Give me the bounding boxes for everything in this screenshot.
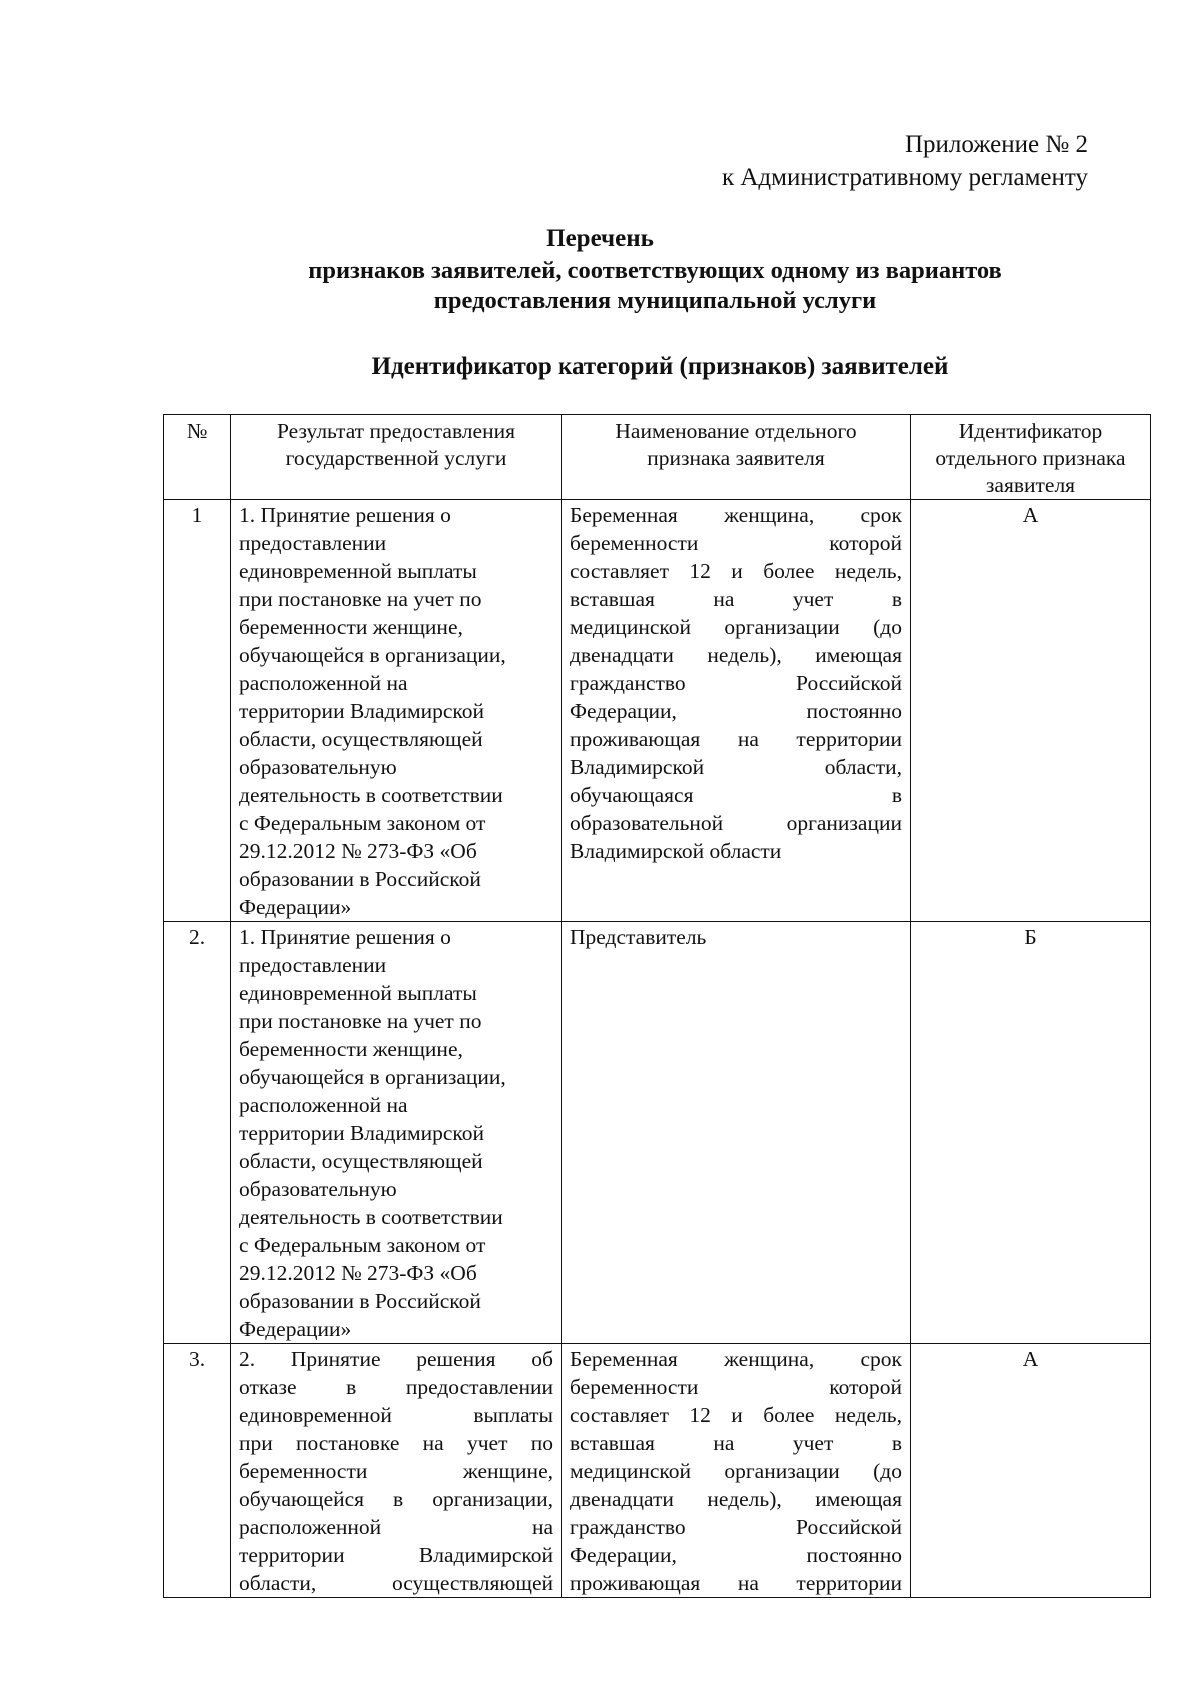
row-identifier: А bbox=[911, 1344, 1151, 1598]
identifier-heading: Идентификатор категорий (признаков) заявителей bbox=[371, 353, 949, 380]
result-line: образовательную bbox=[239, 1177, 397, 1201]
document-subtitle bbox=[55, 256, 1200, 316]
result-line: единовременной выплаты bbox=[239, 981, 477, 1005]
row-result bbox=[231, 500, 562, 922]
attribute-line: беременности которой bbox=[570, 531, 902, 555]
result-line: при постановке на учет по bbox=[239, 1431, 553, 1455]
attribute-line: гражданство Российской bbox=[570, 1515, 902, 1539]
row-number: 2. bbox=[164, 922, 231, 1344]
result-line: предоставлении bbox=[239, 531, 387, 555]
attribute-line: Владимирской области, bbox=[570, 755, 902, 779]
result-line: территории Владимирской bbox=[239, 1543, 553, 1567]
header-attribute-name bbox=[562, 415, 911, 500]
attribute-line: образовательной организации bbox=[570, 811, 902, 835]
result-line: образовании в Российской bbox=[239, 1289, 481, 1313]
result-line: при постановке на учет по bbox=[239, 1009, 482, 1033]
result-line: беременности женщине, bbox=[239, 1037, 463, 1061]
attribute-line: составляет 12 и более недель, bbox=[570, 1403, 902, 1427]
header-identifier-line: заявителя bbox=[985, 473, 1076, 497]
attribute-line: вставшая на учет в bbox=[570, 587, 902, 611]
result-line: области, осуществляющей bbox=[239, 727, 483, 751]
header-attribute-line: признака заявителя bbox=[647, 446, 825, 470]
row-identifier: А bbox=[911, 500, 1151, 922]
appendix-number: Приложение № 2 bbox=[904, 131, 1088, 158]
result-line: расположенной на bbox=[239, 671, 408, 695]
table-row bbox=[164, 1344, 1151, 1598]
result-line: расположенной на bbox=[239, 1515, 553, 1539]
result-line: с Федеральным законом от bbox=[239, 1233, 486, 1257]
result-line: беременности женщине, bbox=[239, 1459, 553, 1483]
header-result-line: Результат предоставления bbox=[277, 419, 515, 443]
result-line: обучающейся в организации, bbox=[239, 643, 506, 667]
result-line: деятельность в соответствии bbox=[239, 783, 503, 807]
result-line: деятельность в соответствии bbox=[239, 1205, 503, 1229]
result-line: Федерации» bbox=[239, 895, 352, 919]
result-line: 29.12.2012 № 273-ФЗ «Об bbox=[239, 1261, 477, 1285]
result-line: территории Владимирской bbox=[239, 699, 485, 723]
subtitle-line-2: предоставления муниципальной услуги bbox=[433, 287, 877, 314]
attribute-line: медицинской организации (до bbox=[570, 615, 902, 639]
result-line: беременности женщине, bbox=[239, 615, 463, 639]
attribute-line: обучающаяся в bbox=[570, 783, 902, 807]
result-line: предоставлении bbox=[239, 953, 387, 977]
attribute-line: Представитель bbox=[570, 925, 707, 949]
row-number: 3. bbox=[164, 1344, 231, 1598]
result-line: образовании в Российской bbox=[239, 867, 481, 891]
result-line: 29.12.2012 № 273-ФЗ «Об bbox=[239, 839, 477, 863]
attribute-line: Владимирской области bbox=[570, 839, 782, 863]
table-row bbox=[164, 922, 1151, 1344]
attribute-line: гражданство Российской bbox=[570, 671, 902, 695]
result-line: 2. Принятие решения об bbox=[239, 1347, 553, 1371]
header-identifier-line: отдельного признака bbox=[935, 446, 1126, 470]
table-row bbox=[164, 500, 1151, 922]
header-attribute-line: Наименование отдельного bbox=[615, 419, 857, 443]
result-line: образовательную bbox=[239, 755, 397, 779]
row-attribute-name bbox=[562, 922, 911, 1344]
result-line: расположенной на bbox=[239, 1093, 408, 1117]
attribute-line: вставшая на учет в bbox=[570, 1431, 902, 1455]
attribute-line: проживающая на территории bbox=[570, 1571, 902, 1595]
result-line: территории Владимирской bbox=[239, 1121, 485, 1145]
attribute-line: Федерации, постоянно bbox=[570, 1543, 902, 1567]
result-line: 1. Принятие решения о bbox=[239, 503, 451, 527]
header-identifier bbox=[911, 415, 1151, 500]
header-number: № bbox=[164, 415, 231, 500]
row-number: 1 bbox=[164, 500, 231, 922]
appendix-block bbox=[722, 128, 1088, 194]
header-result bbox=[231, 415, 562, 500]
row-result bbox=[231, 1344, 562, 1598]
result-line: отказе в предоставлении bbox=[239, 1375, 553, 1399]
result-line: обучающейся в организации, bbox=[239, 1487, 553, 1511]
result-line: Федерации» bbox=[239, 1317, 352, 1341]
attribute-line: Беременная женщина, срок bbox=[570, 1347, 902, 1371]
result-line: единовременной выплаты bbox=[239, 559, 477, 583]
result-line: 1. Принятие решения о bbox=[239, 925, 451, 949]
attribute-line: Беременная женщина, срок bbox=[570, 503, 902, 527]
attribute-line: составляет 12 и более недель, bbox=[570, 559, 902, 583]
attribute-line: двенадцати недель), имеющая bbox=[570, 643, 902, 667]
result-line: единовременной выплаты bbox=[239, 1403, 553, 1427]
header-result-line: государственной услуги bbox=[285, 446, 507, 470]
result-line: области, осуществляющей bbox=[239, 1149, 483, 1173]
result-line: обучающейся в организации, bbox=[239, 1065, 506, 1089]
attribute-line: двенадцати недель), имеющая bbox=[570, 1487, 902, 1511]
row-attribute-name bbox=[562, 1344, 911, 1598]
attribute-line: проживающая на территории bbox=[570, 727, 902, 751]
attribute-line: Федерации, постоянно bbox=[570, 699, 902, 723]
attribute-line: беременности которой bbox=[570, 1375, 902, 1399]
applicant-categories-table bbox=[163, 414, 1151, 1598]
table-header-row bbox=[164, 415, 1151, 500]
row-result bbox=[231, 922, 562, 1344]
result-line: при постановке на учет по bbox=[239, 587, 482, 611]
document-title: Перечень bbox=[546, 225, 654, 252]
row-identifier: Б bbox=[911, 922, 1151, 1344]
result-line: с Федеральным законом от bbox=[239, 811, 486, 835]
row-attribute-name bbox=[562, 500, 911, 922]
result-line: области, осуществляющей bbox=[239, 1571, 553, 1595]
appendix-reference: к Административному регламенту bbox=[721, 164, 1088, 191]
header-identifier-line: Идентификатор bbox=[958, 419, 1103, 443]
attribute-line: медицинской организации (до bbox=[570, 1459, 902, 1483]
subtitle-line-1: признаков заявителей, соответствующих одному из вариантов bbox=[308, 257, 1002, 284]
